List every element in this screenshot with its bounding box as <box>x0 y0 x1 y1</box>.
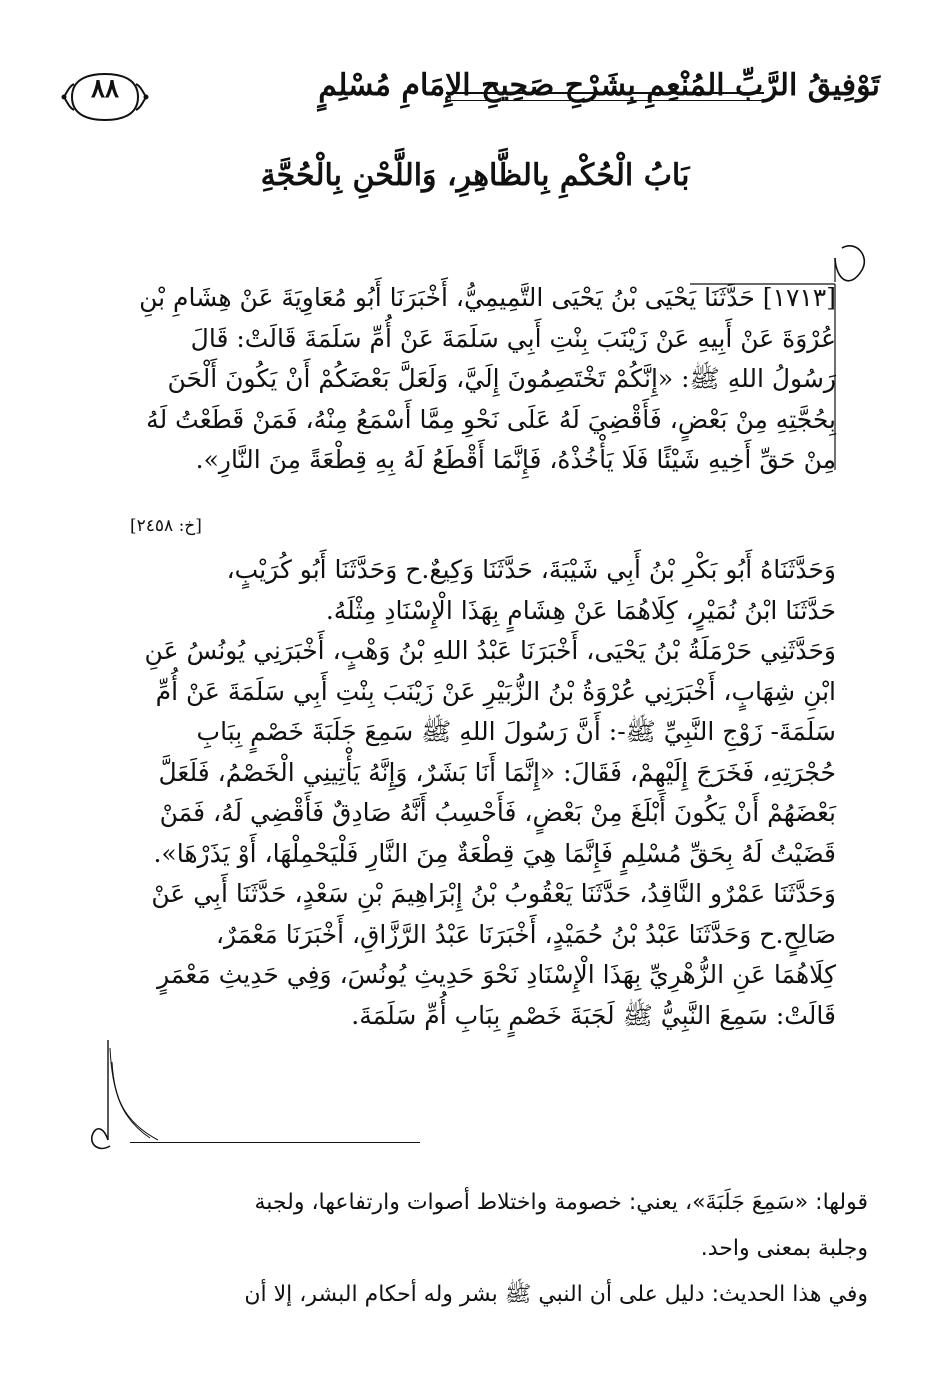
commentary <box>78 1180 868 1318</box>
hadith-line: حُجْرَتِهِ، فَخَرَجَ إِلَيْهِمْ، فَقَالَ: «إِنَّمَا أَنَا بَشَرٌ، وَإِنَّهُ يَأْتِينِي الْخَصْمُ، فَلَعَلَّ <box>158 757 836 787</box>
hadith-line: قَضَيْتُ لَهُ بِحَقِّ مُسْلِمٍ فَإِنَّمَا هِيَ قِطْعَةٌ مِنَ النَّارِ فَلْيَحْمِلْهَا، أَوْ يَذَرْهَا». <box>153 838 836 868</box>
hadith-main <box>130 278 836 481</box>
hadith-line: مِنْ حَقِّ أَخِيهِ شَيْئًا فَلَا يَأْخُذْهُ، فَإِنَّمَا أَقْطَعُ لَهُ بِهِ قِطْعَةً مِنَ النَّارِ». <box>195 445 836 474</box>
book-title: تَوْفِيقُ الرَّبِّ المُنْعِمِ بِشَرْحِ صَحِيحِ الإِمَامِ مُسْلِمٍ <box>318 68 880 103</box>
hadith-line: رَسُولُ اللهِ ﷺ: «إِنَّكُمْ تَخْتَصِمُونَ إِلَيَّ، وَلَعَلَّ بَعْضَكُمْ أَنْ يَكُونَ أَلْحَنَ <box>167 364 836 393</box>
commentary-line: وفي هذا الحديث: دليل على أن النبي ﷺ بشر وله أحكام البشر، إلا أن <box>244 1282 868 1307</box>
hadith-chains <box>130 550 836 1036</box>
hadith-line: وَحَدَّثَنِي حَرْمَلَةُ بْنُ يَحْيَى، أَخْبَرَنَا عَبْدُ اللهِ بْنُ وَهْبٍ، أَخْبَرَنِي يُونُسُ عَنِ <box>144 636 836 665</box>
hadith-line: بِحُجَّتِهِ مِنْ بَعْضٍ، فَأَقْضِيَ لَهُ عَلَى نَحْوِ مِمَّا أَسْمَعُ مِنْهُ، فَمَنْ قَطَعْتُ لَهُ <box>146 404 836 434</box>
hadith-line: بَعْضَهُمْ أَنْ يَكُونَ أَبْلَغَ مِنْ بَعْضٍ، فَأَحْسِبُ أَنَّهُ صَادِقٌ فَأَقْضِي لَهُ، فَمَنْ <box>159 798 836 827</box>
header-rule <box>446 92 764 94</box>
hadith-line: وَحَدَّثَنَا عَمْرٌو النَّاقِدُ، حَدَّثَنَا يَعْقُوبُ بْنُ إِبْرَاهِيمَ بْنِ سَعْدٍ، حَدَّثَنَا أَبِي عَنْ <box>151 879 836 908</box>
header-rule-thin <box>446 100 764 101</box>
chapter-title: بَابُ الْحُكْمِ بِالظَّاهِرِ، وَاللَّحْنِ بِالْحُجَّةِ <box>260 158 690 193</box>
hadith-line: صَالِحٍ.ح وَحَدَّثَنَا عَبْدُ بْنُ حُمَيْدٍ، أَخْبَرَنَا عَبْدُ الرَّزَّاقِ، أَخْبَرَنَا مَعْمَرٌ، <box>215 919 836 949</box>
hadith-line: قَالَتْ: سَمِعَ النَّبِيُّ ﷺ لَجَبَةَ خَصْمٍ بِبَابِ أُمِّ سَلَمَةَ. <box>351 1000 836 1030</box>
bukhari-reference: [خ: ٢٤٥٨] <box>130 516 202 536</box>
hadith-line: [١٧١٣] حَدَّثَنَا يَحْيَى بْنُ يَحْيَى التَّمِيمِيُّ، أَخْبَرَنَا أَبُو مُعَاوِيَةَ عَنْ هِشَامِ بْنِ <box>139 283 836 312</box>
commentary-line: قولها: «سَمِعَ جَلَبَةَ»، يعني: خصومة واختلاط أصوات وارتفاعها، ولجبة <box>254 1190 868 1215</box>
hadith-line: عُرْوَةَ عَنْ أَبِيهِ عَنْ زَيْنَبَ بِنْتِ أَبِي سَلَمَةَ عَنْ أُمِّ سَلَمَةَ قَالَتْ: قَالَ <box>190 323 836 353</box>
hadith-line: حَدَّثَنَا ابْنُ نُمَيْرٍ، كِلَاهُمَا عَنْ هِشَامٍ بِهَذَا الْإِسْنَادِ مِثْلَهُ. <box>325 595 836 625</box>
hadith-line: ابْنِ شِهَابٍ، أَخْبَرَنِي عُرْوَةُ بْنُ الزُّبَيْرِ عَنْ زَيْنَبَ بِنْتِ أَبِي سَلَمَةَ عَنْ أُمِّ <box>155 676 836 706</box>
page-header <box>60 62 880 132</box>
hadith-line: وَحَدَّثَنَاهُ أَبُو بَكْرِ بْنُ أَبِي شَيْبَةَ، حَدَّثَنَا وَكِيعٌ.ح وَحَدَّثَنَا أَبُو كُرَيْبٍ، <box>226 555 836 584</box>
hadith-line: سَلَمَةَ- زَوْجِ النَّبِيِّ ﷺ-: أَنَّ رَسُولَ اللهِ ﷺ سَمِعَ جَلَبَةَ خَصْمٍ بِبَابِ <box>196 717 836 746</box>
section-divider <box>130 1142 420 1143</box>
commentary-line: وجلبة بمعنى واحد. <box>700 1236 868 1261</box>
page-number: ٨٨ <box>91 74 119 104</box>
hadith-line: كِلَاهُمَا عَنِ الزُّهْرِيِّ بِهَذَا الْإِسْنَادِ نَحْوَ حَدِيثِ يُونُسَ، وَفِي حَدِيثِ مَعْمَرٍ <box>157 960 836 989</box>
